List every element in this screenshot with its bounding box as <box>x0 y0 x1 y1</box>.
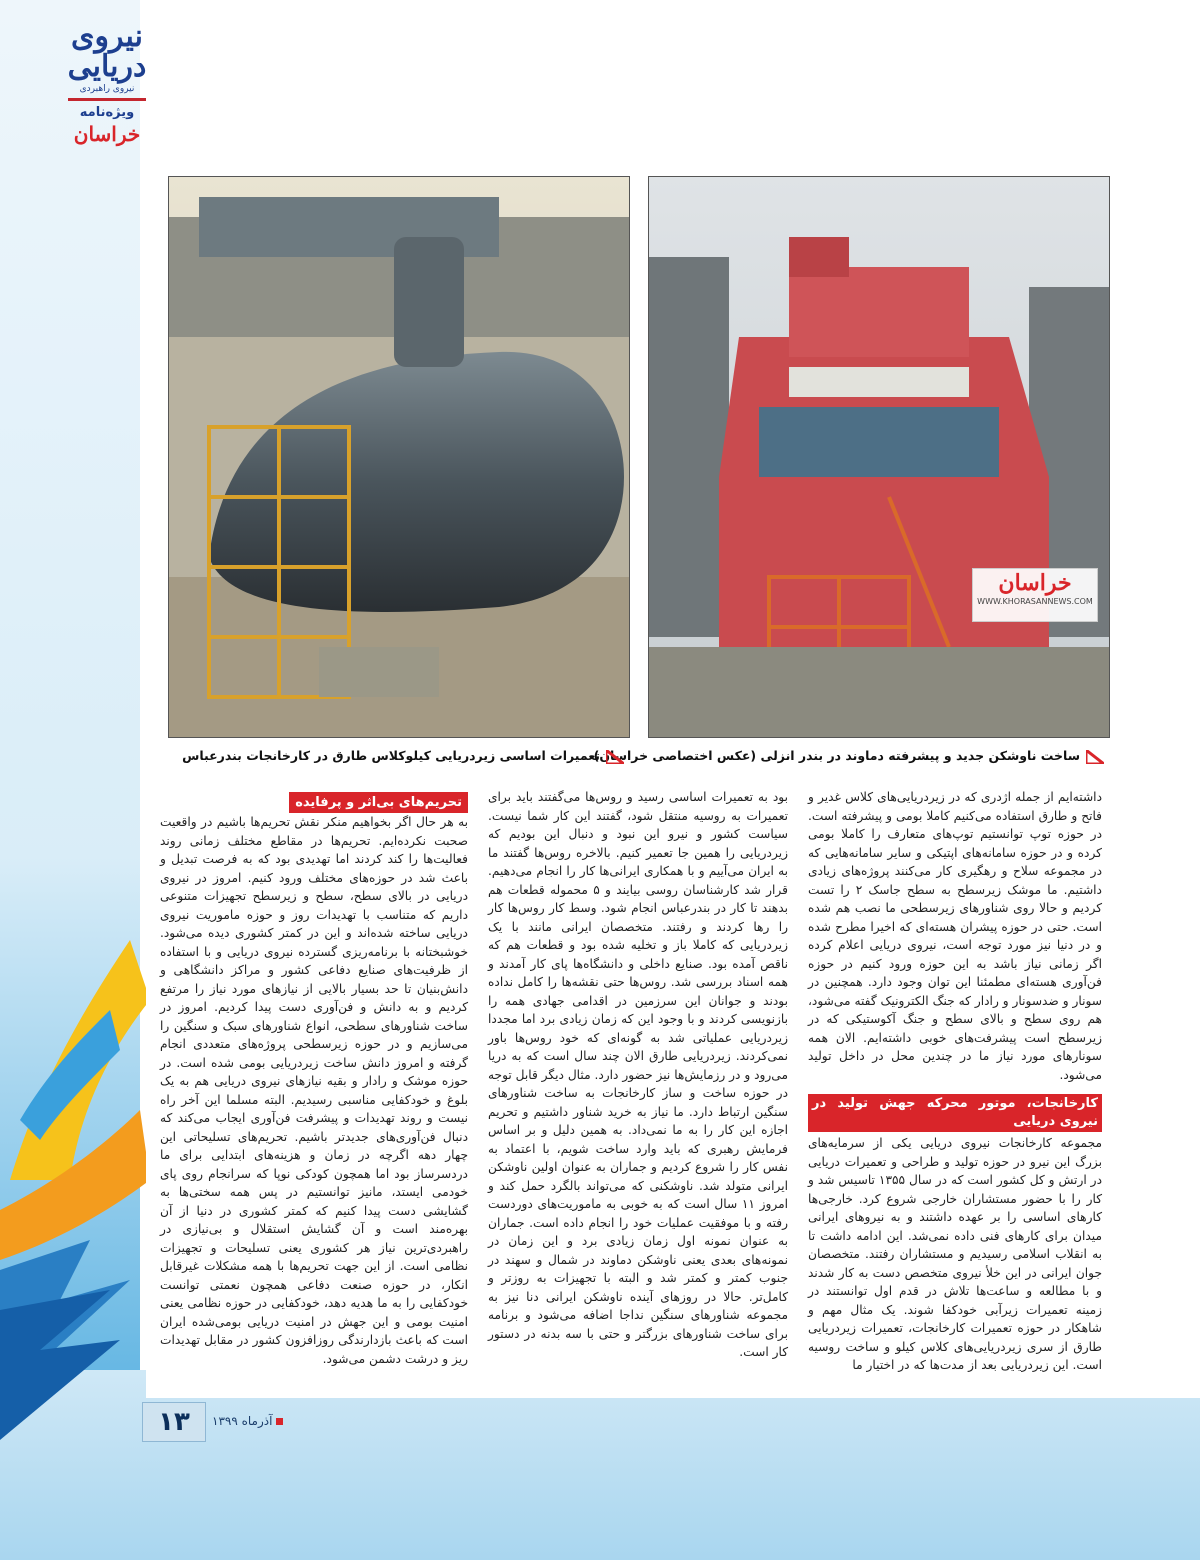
bottom-decorative-band <box>0 1370 1200 1560</box>
submarine-photo-caption <box>182 748 624 764</box>
article-paragraph: مجموعه کارخانجات نیروی دریایی یکی از سرمایه‌های بزرگ این نیرو در حوزه تولید و طراحی و تعمیرات دریایی در ارتش و کل کشور است که در سال ۱۳۵۵ تاسیس شد و کار را با حضور مستشاران خارجی شروع کرد. خارجی‌ها کارهای اساسی را بر عهده داشتند و به نیروهای ایرانی میدان برای کارهای فنی داده نمی‌شد. این ادامه داشت تا به انقلاب اسلامی رسیدیم و مستشاران رفتند. متخصصان جوان ایرانی در این خلأ نیروی متخصص دست به کار شدند و با مطالعه و ساعت‌ها تلاش در قدم اول توانستند در زمینه تعمیرات زیرآبی خودکفا شوند. یک مثال مهم و شاهکار در حوزه تعمیرات کارخانجات، تعمیرات زیردریایی طارق از سری زیردریایی‌های کلاس کیلو و ساخت روسیه است. این زیردریایی بعد از مدت‌ها که در اختیار ما <box>808 1136 1102 1372</box>
article-column-3 <box>160 792 468 1368</box>
article-paragraph: داشته‌ایم از جمله اژدری که در زیردریایی‌های کلاس غدیر و فاتح و طارق استفاده می‌کنیم کاملا بومی و پیشرفته است. در حوزه توپ توانستیم توپ‌های متعارف را کاملا بومی کرده و در حوزه سامانه‌های اپتیکی و سایر سامانه‌هایی که در مجموعه سلاح و رهگیری کار می‌کنند پروژه‌های زیادی داشتیم. ما موشک زیرسطح به سطح جاسک ۲ را تست کردیم و حالا روی شناورهای زیرسطحی ما نصب هم شده است. حتی در حوزه پیشران هسته‌ای که اخیرا مطرح شده و در دنیا نیز مورد توجه است، نیروی دریایی اعلام کرده اگر زمانی نیاز باشد به این حوزه ورود کنیم در حوزه فن‌آوری هسته‌ای مطمئنا این توان وجود دارد. همچنین در سونار و ضدسونار و رادار که جنگ الکترونیک گفته می‌شود، هم روی سطح و بالای سطح و جنگ آکوستیکی که در زیرسطح است پیشرفت‌های خوبی داشته‌ایم. الان همه سونارهای مورد نیاز ما در چندین محل در داخل تولید می‌شود. <box>808 790 1102 1082</box>
section-heading: تحریم‌های بی‌اثر و پرفایده <box>289 792 468 813</box>
logo-divider <box>68 98 146 101</box>
article-column-1 <box>808 788 1102 1375</box>
destroyer-photo-caption <box>594 748 1104 764</box>
issue-date <box>212 1414 283 1428</box>
issue-date-text: آذرماه ۱۳۹۹ <box>212 1414 273 1428</box>
page-number: ۱۳ <box>142 1402 206 1442</box>
logo-subtitle: نیروی راهبردی <box>79 84 135 94</box>
date-bullet-icon <box>276 1418 283 1425</box>
destroyer-caption-text: ساخت ناوشکن جدید و پیشرفته دماوند در بندر انزلی (عکس اختصاصی خراسان) <box>593 748 1080 763</box>
watermark-title: خراسان <box>998 570 1072 596</box>
section-heading: کارخانجات، موتور محرکه جهش تولید در نیروی دریایی <box>808 1094 1102 1132</box>
article-column-2 <box>488 788 788 1362</box>
publisher-logo: خراسان <box>73 122 141 146</box>
article-paragraph: به هر حال اگر بخواهیم منکر نقش تحریم‌ها باشیم در واقعیت صحبت نکرده‌ایم. تحریم‌ها در مقاطع مختلف زمانی روند فعالیت‌ها را کند کردند اما تهدیدی بود که به فرصت تبدیل و باعث شد در حوزه‌های مختلف ورود کنیم. امروز در نیروی دریایی در بالای سطح، سطح و زیرسطح تجهیزات متنوعی داریم که متناسب با تهدیدات روز و حوزه ماموریت نیروی دریایی ساخته شده‌اند و این در کمتر کشوری دیده می‌شود. خوشبختانه با برنامه‌ریزی گسترده نیروی دریایی و با استفاده از ظرفیت‌های صنایع دفاعی کشور و مراکز دانشگاهی و دانش‌بنیان تا حد بسیار بالایی از نیازهای مورد نیاز را مرتفع کردیم و به دانش و فن‌آوری دست پیدا کردیم. امروز در ساخت شناورهای سطحی، انواع شناورهای سبک و سنگین را می‌سازیم و در حوزه زیرسطحی پروژه‌های متعددی انجام گرفته و امروز دانش ساخت زیردریایی بومی شده است. در حوزه موشک و رادار و بقیه نیازهای نیروی دریایی هم به یک بلوغ و خودکفایی مناسبی رسیدیم. البته مسلما این آخر راه نیست و روند تهدیدات و پیشرفت فن‌آوری ایجاب می‌کند که دنبال فن‌آوری‌های جدیدتر باشیم. تحریم‌های تسلیحاتی این چهار دهه اگرچه در زمان و هزینه‌های ابتدایی برای ما دردسرساز بود اما همچون کودکی نوپا که سرانجام روی پای خودمی ایستد، مانیز توانستیم در پس همه سختی‌ها به گشایشی دست پیدا کنیم که کمتر کشوری در دنیا از آن بهره‌مند است و آن گشایش استقلال و بی‌نیازی در راهبردی‌ترین نیاز هر کشوری یعنی تسلیحات و تجهیزات نظامی است. از این جهت تحریم‌ها با همه مشکلات غیرقابل انکار، در حوزه صنعت دفاعی همچون نعمتی توانست خودکفایی را به ما هدیه دهد، خودکفایی در حوزه نظامی یعنی امنیت بومی و این جهش در امنیت دریایی بومی‌شده ایران است که باعث بازدارندگی روزافزون کشور در مقابل تهدیدات ریز و درشت دشمن می‌شود. <box>160 815 468 1366</box>
submarine-caption-text: تعمیرات اساسی زیردریایی کیلوکلاس طارق در کارخانجات بندرعباس <box>182 748 600 763</box>
submarine-photo <box>168 176 630 738</box>
destroyer-photo <box>648 176 1110 738</box>
caption-arrow-icon <box>1086 750 1104 764</box>
decorative-arrows-graphic <box>0 880 150 1440</box>
watermark-url: WWW.KHORASANNEWS.COM <box>977 597 1093 606</box>
special-issue-label: ویژه‌نامه <box>79 105 135 120</box>
khorasan-watermark <box>972 568 1098 622</box>
caption-arrow-icon <box>606 750 624 764</box>
magazine-logo <box>62 19 152 146</box>
logo-title: نیروی دریایی <box>67 19 147 84</box>
article-paragraph: بود به تعمیرات اساسی رسید و روس‌ها می‌گفتند باید برای تعمیرات به روسیه منتقل شود، گفتند این کار شما نیست. سیاست کشور و نیرو این نبود و دنبال این بودیم که زیردریایی را همین جا تعمیر کنیم. بالاخره روس‌ها گفتند ما به ایران می‌آییم و با همکاری ایرانی‌ها کار را انجام می‌دهیم. قرار شد کارشناسان روسی بیایند و ۵ محموله قطعات هم بدهند تا کار در بندرعباس انجام شود. وسط کار روس‌ها کار را رها کردند و رفتند. متخصصان ایرانی مانند با یک زیردریایی که کاملا باز و تخلیه شده بود و قطعات هم که ناقص آمده بود. صنایع داخلی و دانشگاه‌ها پای کار آمدند و همه اسناد بررسی شد. روس‌ها حتی نقشه‌ها را کامل نداده بودند و جوانان این سرزمین در اقدامی جهادی همه را بازنویسی کردند و با وجود این که زمان زیادی برد اما مجددا زیردریایی عملیاتی شد به گونه‌ای که خود روس‌ها باور نمی‌کردند. زیردریایی طارق الان چند سال است که به دریا می‌رود و در رزمایش‌ها نیز حضور دارد. مثال دیگر قابل توجه در حوزه ساخت و ساز کارخانجات به ساخت شناورهای سنگین ارتباط دارد. ما نیاز به خرید شناور داشتیم و تحریم اجازه این کار را به ما نمی‌داد. به همین دلیل و بر اساس فرمایش رهبری که باید وارد ساخت شویم، با اعتماد به نفس کار را شروع کردیم و جماران به عنوان اولین ناوشکن ایرانی متولد شد. ناوشکنی که می‌تواند بالگرد حمل کند و امروز ۱۱ سال است که به خوبی به ماموریت‌های دوردست رفته و با موفقیت عملیات خود را انجام داده است. جماران به عنوان نمونه اول زمان زیادی برد و این زمان در نمونه‌های بعدی یعنی ناوشکن دماوند در شمال و سهند در جنوب کمتر و کمتر شد و البته با تجهیزات به روزتر و کامل‌تر. حالا در روزهای آینده ناوشکن ایرانی دنا نیز به مجموعه شناورهای سنگین نداجا اضافه می‌شود و برنامه برای ساخت شناورهای بزرگتر و حتی با سه بدنه در دستور کار است. <box>488 790 788 1359</box>
